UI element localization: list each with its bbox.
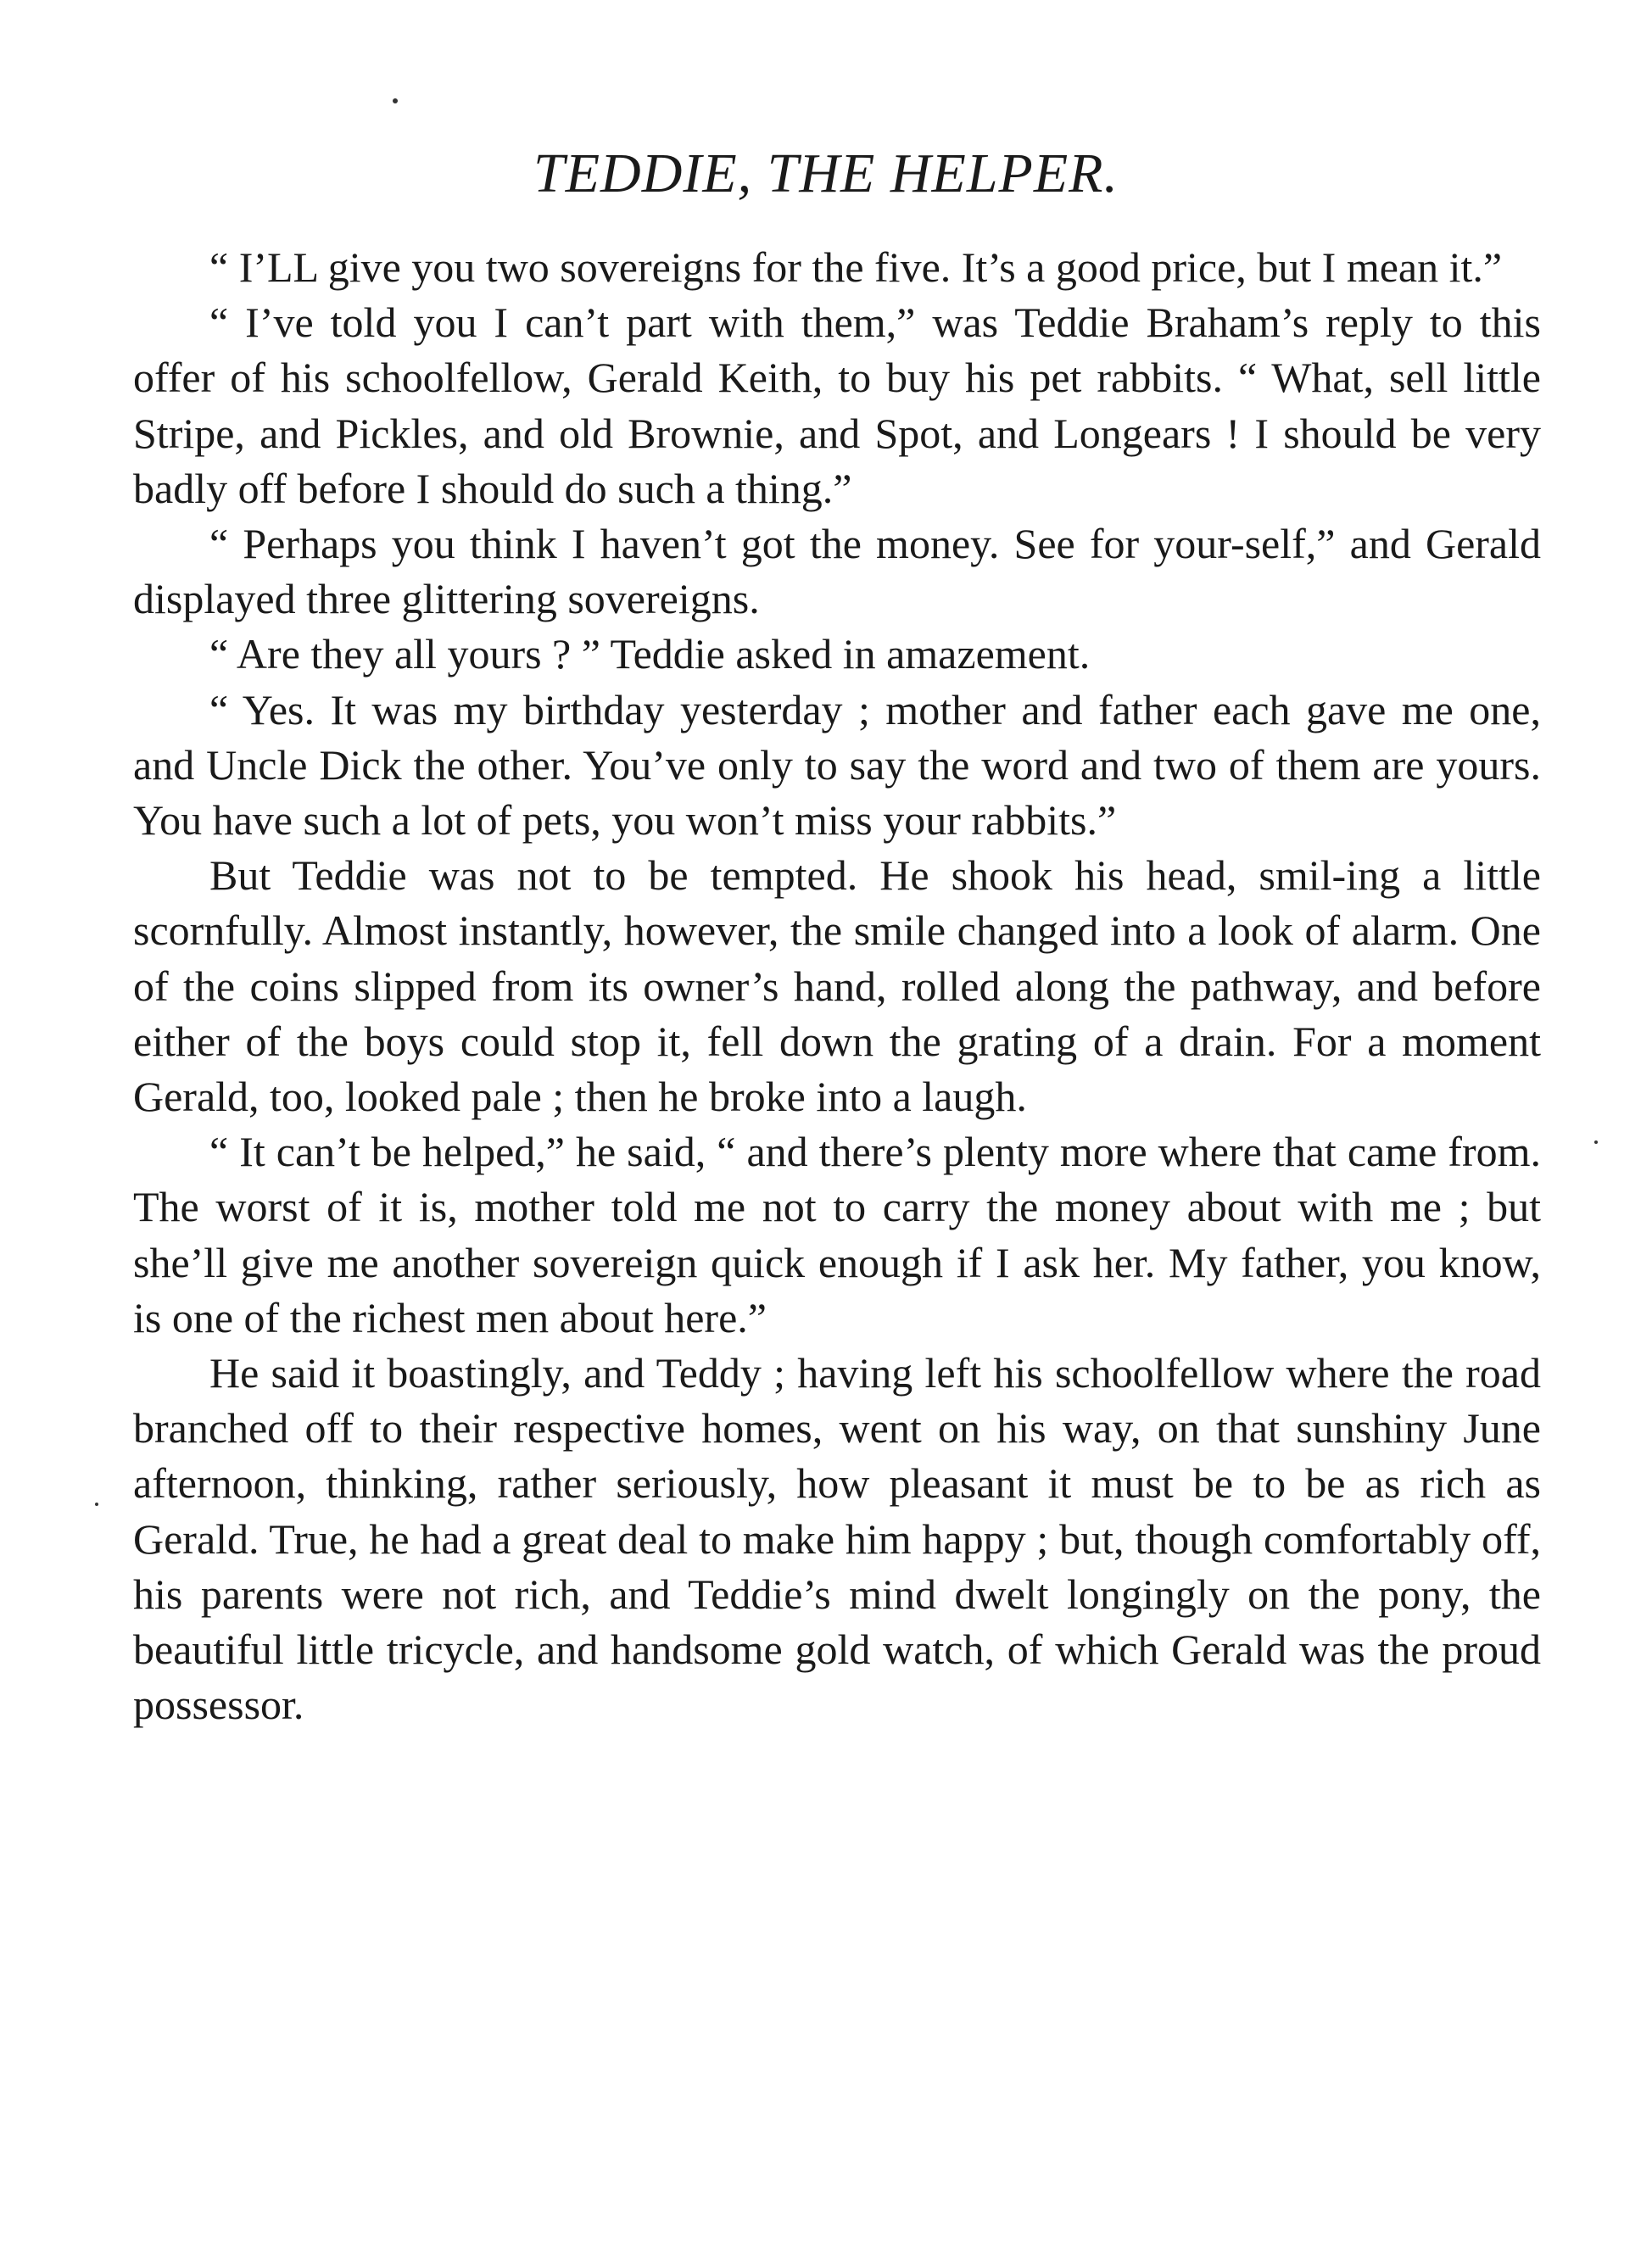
paragraph: He said it boastingly, and Teddy ; having left his schoolfellow where the road branched off to their respective homes, went on his way, on that sunshiny June afternoon, thinking, rather seriously, how pleasant it must be to be as rich as Gerald. True, he had a great deal to make him happy ; but, though comfortably off, his parents were not rich, and Teddie’s mind dwelt longingly on the pony, the beautiful little tricycle, and handsome gold watch, of which Gerald was the proud possessor. (133, 1349, 1541, 1729)
paragraph: “ It can’t be helped,” he said, “ and there’s plenty more where that came from. The worst of it is, mother told me not to carry the money about with me ; but she’ll give me another sovereign quick enough if I ask her. My father, you know, is one of the richest men about here.” (133, 1128, 1541, 1341)
paragraph: “ Are they all yours ? ” Teddie asked in amazement. (209, 630, 1091, 678)
paragraph: “ Perhaps you think I haven’t got the money. See for your-self,” and Gerald displayed three glittering sovereigns. (133, 520, 1541, 623)
paragraph: But Teddie was not to be tempted. He shook his head, smil-ing a little scornfully. Almost instantly, however, the smile changed into a look of alarm. One of the coins slipped from its owner’s hand, rolled along the pathway, and before either of the boys could stop it, fell down the grating of a drain. For a moment Gerald, too, looked pale ; then he broke into a laugh. (133, 851, 1541, 1121)
ink-speck (393, 98, 398, 103)
ink-speck (95, 1503, 98, 1506)
paragraph: “ I’LL give you two sovereigns for the five. It’s a good price, but I mean it.” (209, 243, 1503, 291)
ink-speck (1594, 1140, 1598, 1144)
paragraph: “ I’ve told you I can’t part with them,” was Teddie Braham’s reply to this offer of his schoolfellow, Gerald Keith, to buy his pet rabbits. “ What, sell little Stripe, and Pickles, and old Brownie, and Spot, and Longears ! I should be very badly off before I should do such a thing.” (133, 298, 1541, 512)
chapter-title: TEDDIE, THE HELPER. (533, 142, 1119, 204)
paragraph: “ Yes. It was my birthday yesterday ; mother and father each gave me one, and Uncle Dick the other. You’ve only to say the word and two of them are yours. You have such a lot of pets, you won’t miss your rabbits.” (133, 685, 1541, 845)
story-text (133, 240, 1541, 1732)
